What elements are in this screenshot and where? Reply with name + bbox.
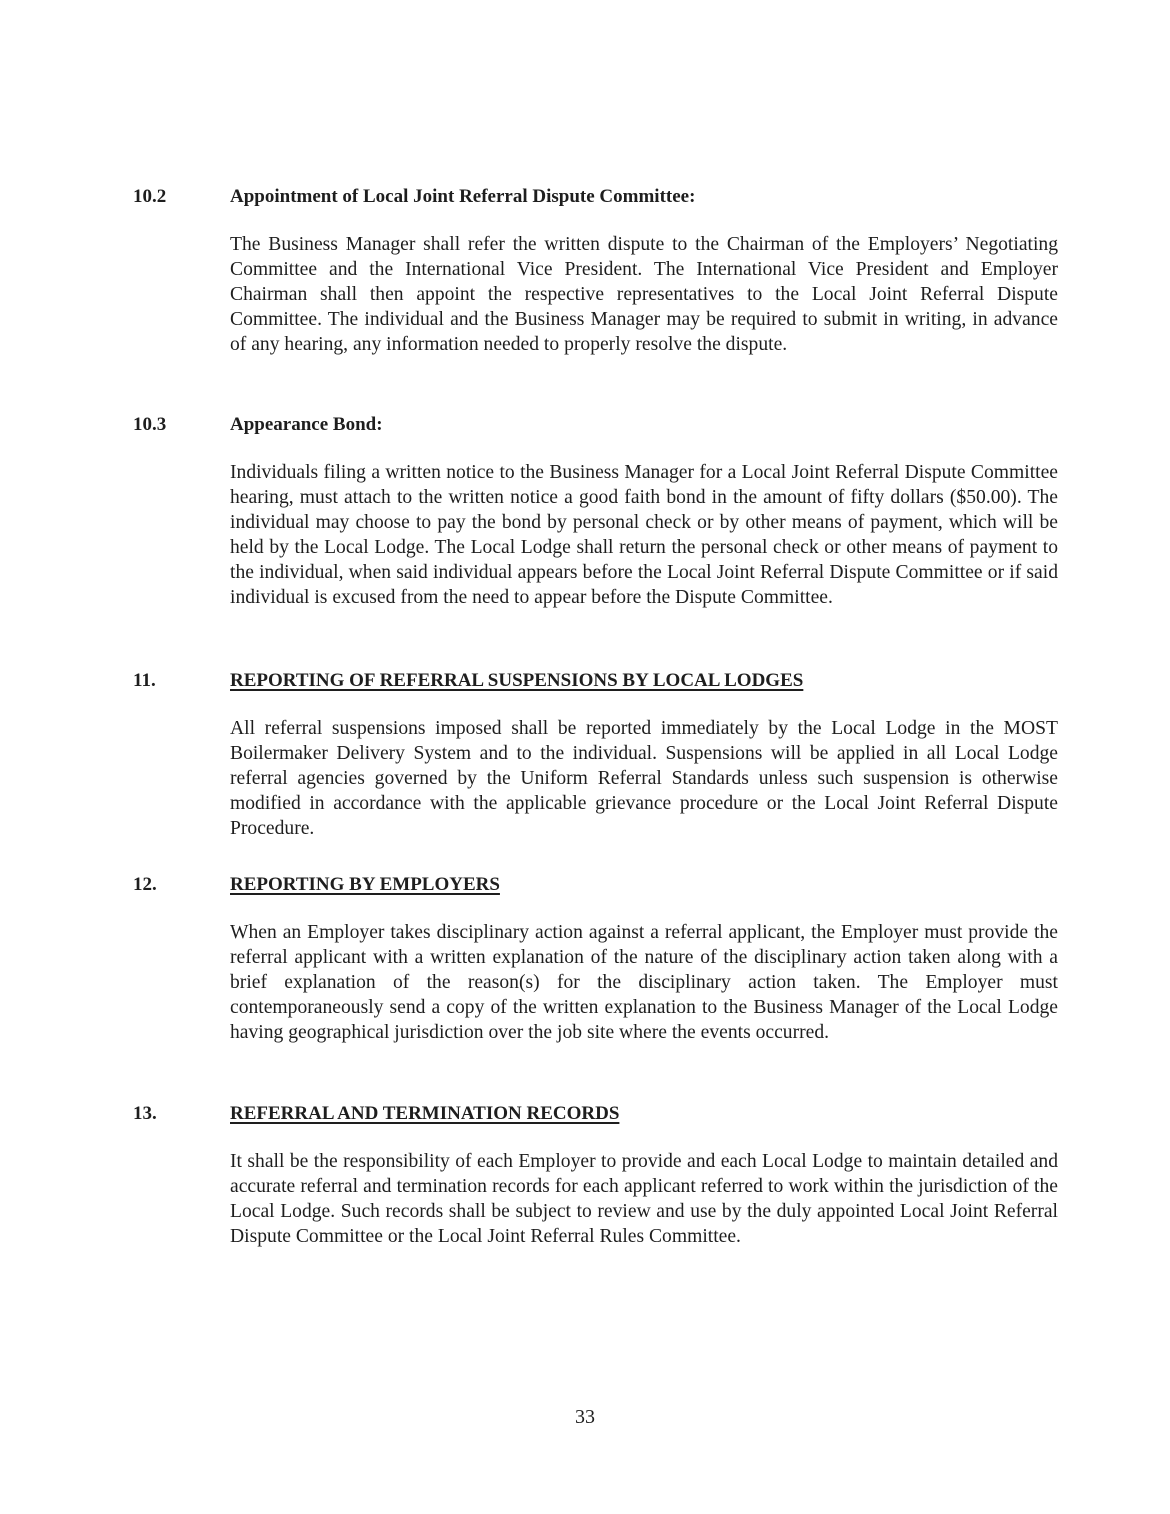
section-title: Appearance Bond: (230, 414, 383, 435)
section-number: 10.2 (133, 186, 167, 207)
section-body: When an Employer takes disciplinary action against a referral applicant, the Employer must provide the referral applicant with a written explanation of the nature of the disciplinary action taken along with a brief explanation of the reason(s) for the disciplinary action taken. The Employer must contemporaneously send a copy of the written explanation to the Business Manager of the Local Lodge having geographical jurisdiction over the job site where the events occurred. (230, 922, 1058, 1043)
section-number: 12. (133, 874, 157, 895)
section-heading (133, 414, 1058, 442)
section-number: 13. (133, 1103, 157, 1124)
section-title: REPORTING OF REFERRAL SUSPENSIONS BY LOCAL LODGES (230, 670, 804, 691)
section-10-2 (133, 186, 1058, 357)
section-body: All referral suspensions imposed shall be reported immediately by the Local Lodge in the MOST Boilermaker Delivery System and to the individual. Suspensions will be applied in all Local Lodge referral agencies governed by the Uniform Referral Standards unless such suspension is otherwise modified in accordance with the applicable grievance procedure or the Local Joint Referral Dispute Procedure. (230, 718, 1058, 839)
section-body: The Business Manager shall refer the written dispute to the Chairman of the Employers’ Negotiating Committee and the International Vice President. The International Vice President and Employer Chairman shall then appoint the respective representatives to the Local Joint Referral Dispute Committee. The individual and the Business Manager may be required to submit in writing, in advance of any hearing, any information needed to properly resolve the dispute. (230, 234, 1058, 355)
section-number: 11. (133, 670, 156, 691)
section-title: Appointment of Local Joint Referral Dispute Committee: (230, 186, 696, 207)
section-heading (133, 1103, 1058, 1131)
section-heading (133, 874, 1058, 902)
page-number: 33 (575, 1406, 595, 1428)
section-12 (133, 874, 1058, 1045)
section-title: REPORTING BY EMPLOYERS (230, 874, 500, 895)
section-heading (133, 186, 1058, 214)
section-title: REFERRAL AND TERMINATION RECORDS (230, 1103, 620, 1124)
section-10-3 (133, 414, 1058, 610)
section-13 (133, 1103, 1058, 1249)
section-11 (133, 670, 1058, 841)
section-heading (133, 670, 1058, 698)
section-number: 10.3 (133, 414, 167, 435)
section-body: It shall be the responsibility of each Employer to provide and each Local Lodge to maintain detailed and accurate referral and termination records for each applicant referred to work within the jurisdiction of the Local Lodge. Such records shall be subject to review and use by the duly appointed Local Joint Referral Dispute Committee or the Local Joint Referral Rules Committee. (230, 1151, 1058, 1247)
section-body: Individuals filing a written notice to the Business Manager for a Local Joint Referral Dispute Committee hearing, must attach to the written notice a good faith bond in the amount of fifty dollars ($50.00). The individual may choose to pay the bond by personal check or by other means of payment, which will be held by the Local Lodge. The Local Lodge shall return the personal check or other means of payment to the individual, when said individual appears before the Local Joint Referral Dispute Committee or if said individual is excused from the need to appear before the Dispute Committee. (230, 462, 1058, 608)
